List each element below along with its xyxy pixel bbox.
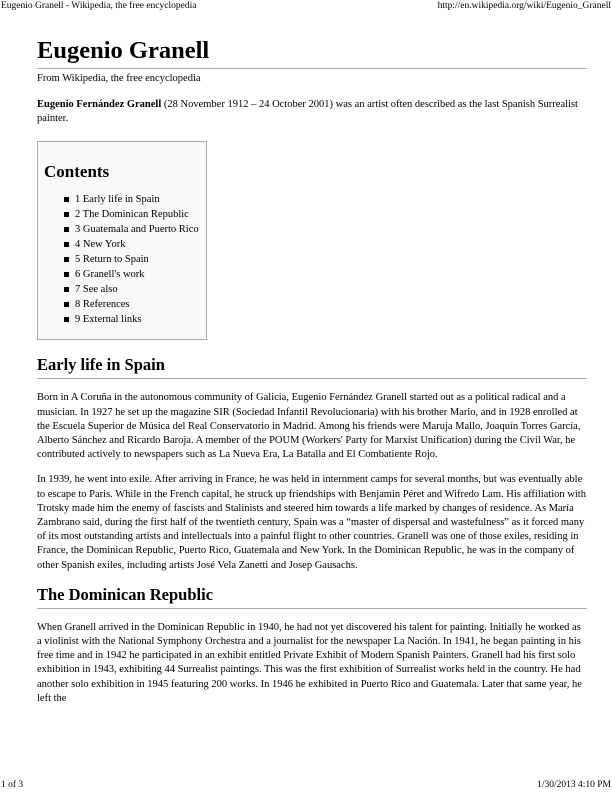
section-divider [37, 608, 587, 609]
square-bullet-icon [64, 302, 69, 307]
square-bullet-icon [64, 212, 69, 217]
square-bullet-icon [64, 242, 69, 247]
intro-subject-name: Eugenio Fernández Granell [37, 99, 162, 110]
toc-item-return-to-spain[interactable] [64, 252, 200, 267]
toc-link[interactable]: 4 New York [75, 239, 126, 251]
table-of-contents [37, 141, 207, 340]
paragraph-early-life-1: Born in A Coruña in the autonomous community of Galicia, Eugenio Fernández Granell started out as a political radical and a musician. In 1927 he set up the magazine SIR (Sociedad Infantil Revolucionaria) with his brother Mario, and in 1928 enrolled at the Escuela Superior de Música del Real Conservatorio in Madrid. Among his friends were Maruja Mallo, Joaquín Torres García, Alberto Sánchez and Ricardo Baroja. A member of the POUM (Workers' Party for Marxist Unification) during the Civil War, he contributed actively to newspapers such as La Nueva Era, La Batalla and El Combatiente Rojo. [37, 392, 581, 461]
print-footer-timestamp: 1/30/2013 4:10 PM [537, 780, 611, 790]
toc-item-new-york[interactable] [64, 237, 200, 252]
toc-link[interactable]: 8 References [75, 299, 130, 311]
square-bullet-icon [64, 272, 69, 277]
toc-link[interactable]: 2 The Dominican Republic [75, 209, 189, 221]
toc-link[interactable]: 3 Guatemala and Puerto Rico [75, 224, 199, 236]
toc-link[interactable]: 1 Early life in Spain [75, 194, 160, 206]
toc-item-guatemala-puerto-rico[interactable] [64, 222, 200, 237]
print-header-url: http://en.wikipedia.org/wiki/Eugenio_Granell [437, 1, 611, 11]
section-divider [37, 378, 587, 379]
toc-link[interactable]: 7 See also [75, 284, 118, 296]
site-tagline: From Wikipedia, the free encyclopedia [37, 73, 201, 84]
toc-item-references[interactable] [64, 297, 200, 312]
square-bullet-icon [64, 317, 69, 322]
intro-text: (28 November 1912 – 24 October 2001) was an artist often described as the last Spanish Surrealist painter. [37, 99, 578, 125]
print-footer-page-count: 1 of 3 [1, 780, 24, 790]
paragraph-early-life-2: In 1939, he went into exile. After arriving in France, he was held in internment camps for several months, but was eventually able to escape to Paris. While in the French capital, he struck up friendships with Benjamin Péret and Wifredo Lam. His affiliation with Trotsky made him the enemy of fascists and Stalinists and steered him towards a life marked by changes of residence. As María Zambrano said, during the first half of the twentieth century, Spain was a “master of dispersal and wastefulness” as it forced many of its most outstanding artists and intellectuals into a painful flight to other countries. Granell was one of those exiles, residing in France, the Dominican Republic, Puerto Rico, Guatemala and New York. In the Dominican Republic, he was in the company of other Spanish exiles, including artists José Vela Zanetti and Josep Gausachs. [37, 474, 586, 571]
article-content [37, 36, 587, 717]
print-header-title: Eugenio Granell - Wikipedia, the free encyclopedia [1, 1, 197, 11]
intro-paragraph [37, 98, 587, 126]
square-bullet-icon [64, 197, 69, 202]
section-heading-early-life: Early life in Spain [37, 355, 165, 375]
toc-link[interactable]: 5 Return to Spain [75, 254, 149, 266]
paragraph-dominican-republic-1: When Granell arrived in the Dominican Republic in 1940, he had not yet discovered his talent for painting. Initially he worked as a violinist with the National Symphony Orchestra and a journalist for the newspaper La Nación. In 1941, he began painting in his free time and in 1942 he participated in an exhibit entitled Private Exhibit of Modern Spanish Painters. Granell had his first solo exhibition in 1943, exhibiting 44 Surrealist paintings. This was the first exhibition of Surrealist works held in the country. He had another solo exhibition in 1945 featuring 200 works. In 1946 he exhibited in Puerto Rico and Guatemala. Later that same year, he left the [37, 621, 582, 704]
toc-item-early-life[interactable] [64, 192, 200, 207]
toc-item-see-also[interactable] [64, 282, 200, 297]
section-heading-dominican-republic: The Dominican Republic [37, 584, 214, 604]
toc-item-granells-work[interactable] [64, 267, 200, 282]
square-bullet-icon [64, 227, 69, 232]
toc-link[interactable]: 6 Granell's work [75, 269, 145, 281]
toc-list [44, 192, 200, 327]
title-divider [37, 68, 587, 69]
toc-link[interactable]: 9 External links [75, 314, 142, 326]
square-bullet-icon [64, 287, 69, 292]
toc-item-dominican-republic[interactable] [64, 207, 200, 222]
page-title: Eugenio Granell [37, 37, 210, 64]
square-bullet-icon [64, 257, 69, 262]
toc-item-external-links[interactable] [64, 312, 200, 327]
toc-title: Contents [44, 162, 110, 182]
